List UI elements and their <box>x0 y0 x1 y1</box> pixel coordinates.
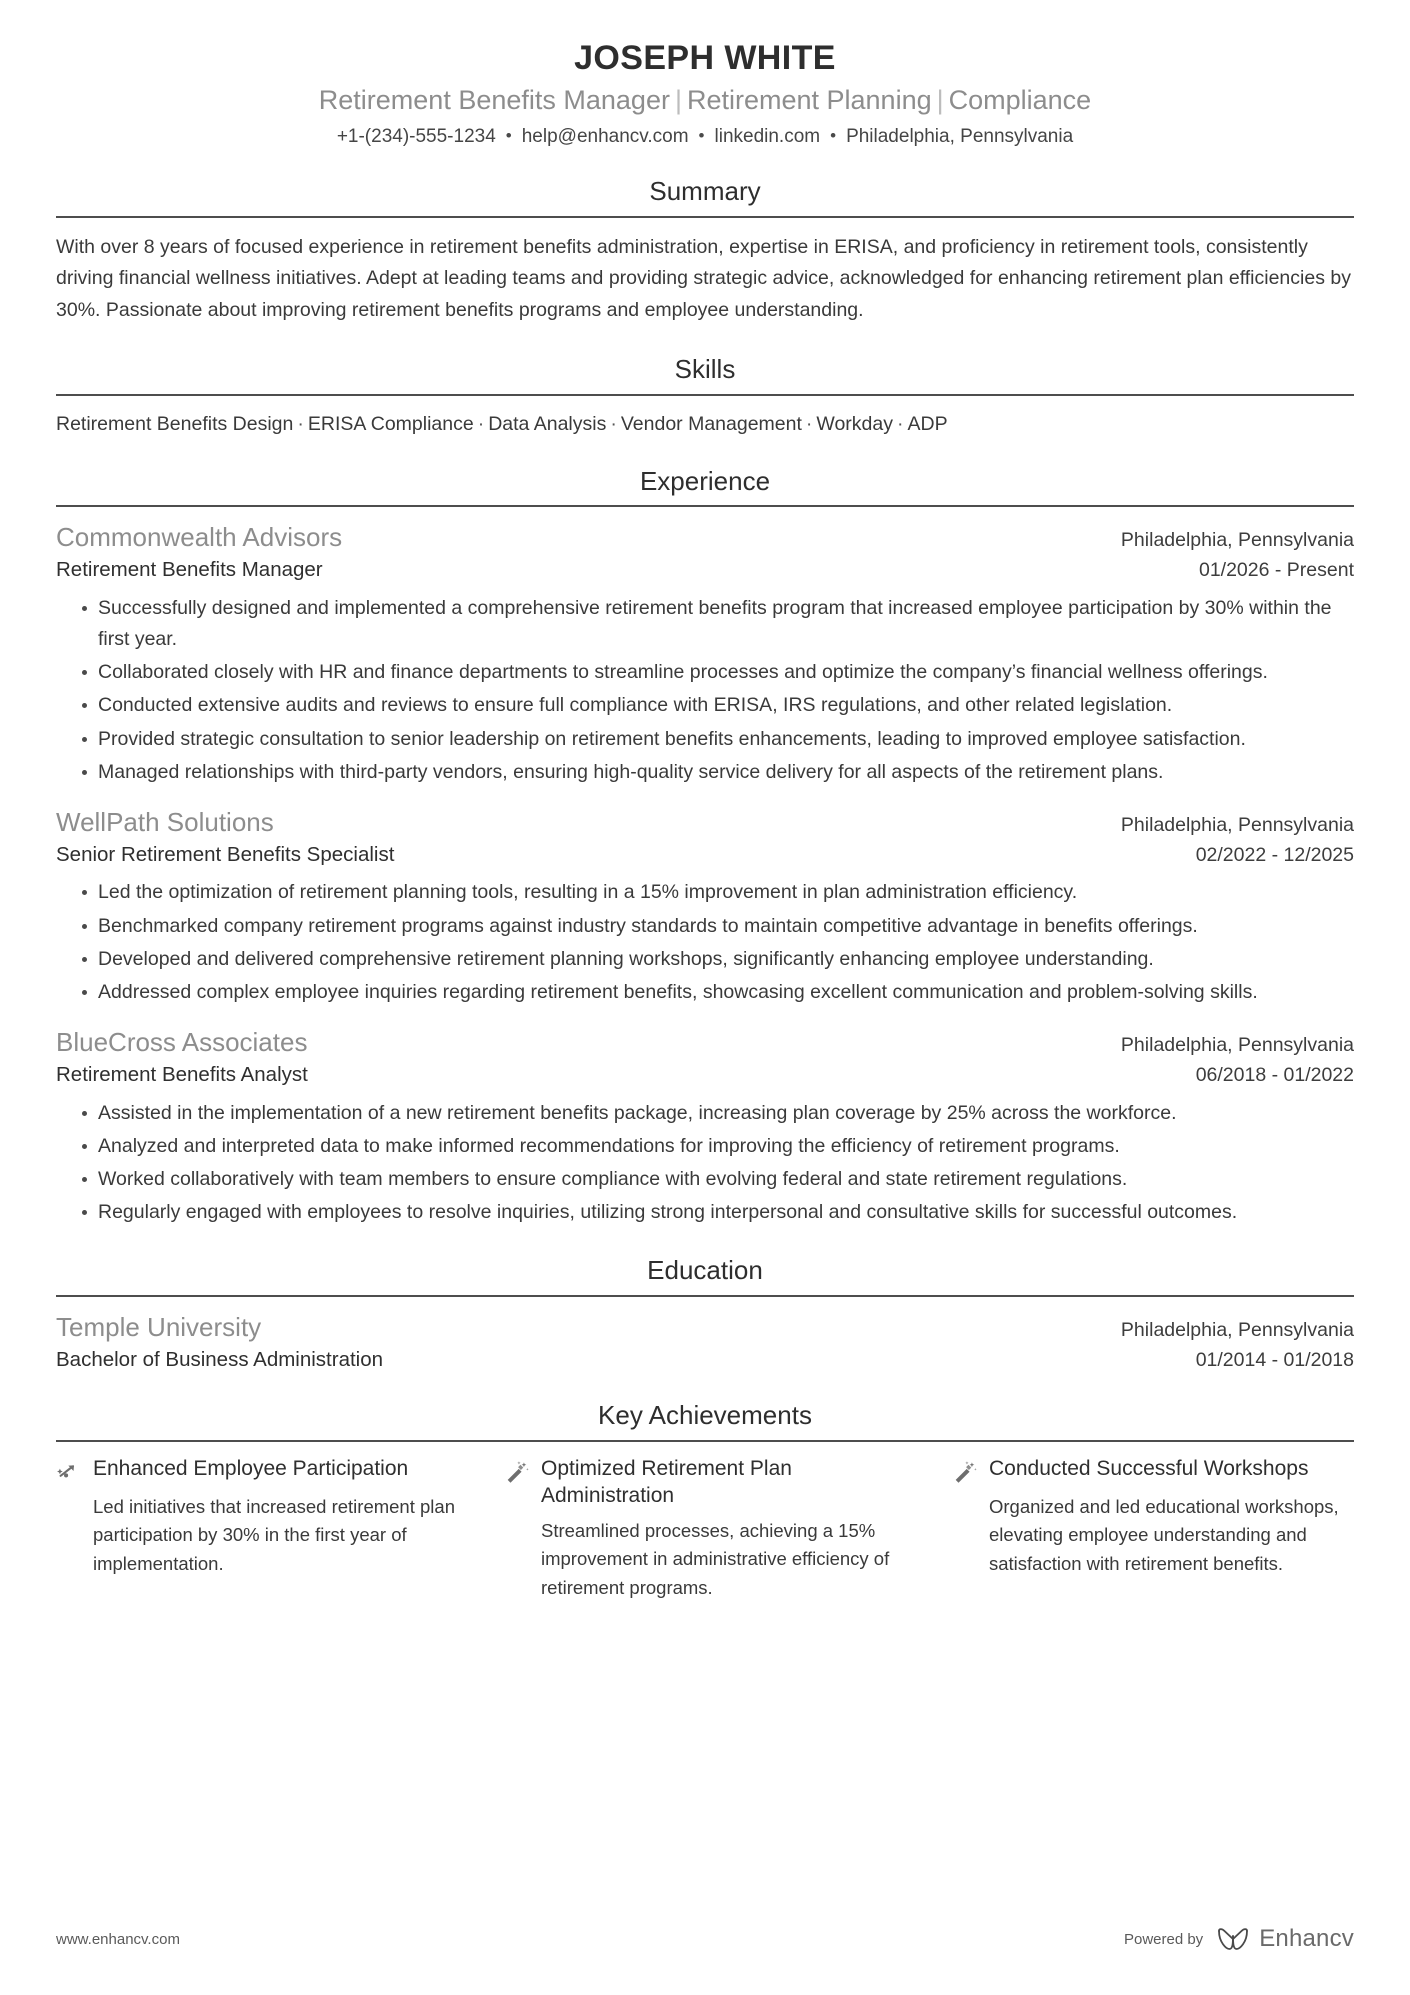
skills-list <box>56 410 1354 439</box>
contact-location: Philadelphia, Pennsylvania <box>846 125 1074 147</box>
summary-text: With over 8 years of focused experience in retirement benefits administration, expertise in ERISA, and proficiency in retirement tools, consistently driving financial wellness initiatives. Adept at leading teams and providing strategic advice, acknowledged for enhancing retirement plan efficiencies by 30%. Passionate about improving retirement benefits programs and employee understanding. <box>56 235 1351 322</box>
achievement-title: Enhanced Employee Participation <box>93 1456 409 1480</box>
section-title-experience: Experience <box>639 465 771 496</box>
skill-separator: · <box>477 412 485 435</box>
magic-wand-icon <box>952 1460 978 1486</box>
education-entry-header <box>56 1311 1354 1345</box>
experience-bullet: Benchmarked company retirement programs against industry standards to maintain competitive advantage in benefits offerings. <box>82 911 1354 942</box>
achievement-header <box>952 1456 1354 1486</box>
skill-separator: · <box>897 412 904 435</box>
experience-role: Retirement Benefits Manager <box>56 558 323 582</box>
enhancv-wordmark: Enhancv <box>1259 1925 1354 1952</box>
education-entry-subheader <box>56 1346 1354 1374</box>
achievement-item <box>504 1456 952 1603</box>
contact-phone[interactable]: +1-(234)-555-1234 <box>336 125 496 147</box>
education-degree: Bachelor of Business Administration <box>56 1347 384 1371</box>
headline-part-1: Retirement Planning <box>686 85 932 116</box>
candidate-name: JOSEPH WHITE <box>574 39 836 77</box>
headline-separator: | <box>936 85 944 116</box>
section-title-key-achievements: Key Achievements <box>598 1400 812 1431</box>
experience-role: Senior Retirement Benefits Specialist <box>56 842 395 866</box>
education-entry-list <box>56 1311 1354 1373</box>
experience-bullet: Managed relationships with third-party vendors, ensuring high-quality service delivery for all aspects of the retirement plans. <box>82 757 1354 788</box>
achievement-header <box>504 1456 906 1510</box>
experience-bullet: Analyzed and interpreted data to make informed recommendations for improving the efficiency of retirement programs. <box>82 1131 1354 1162</box>
experience-bullet: Collaborated closely with HR and finance departments to streamline processes and optimize the company’s financial wellness offerings. <box>82 657 1354 688</box>
section-title-education: Education <box>647 1255 763 1286</box>
experience-entry-subheader <box>56 1061 1354 1089</box>
headline-part-0: Retirement Benefits Manager <box>318 85 670 116</box>
achievement-grid <box>56 1456 1354 1603</box>
experience-bullet: Worked collaboratively with team members to ensure compliance with evolving federal and state retirement regulations. <box>82 1164 1354 1195</box>
skill-item: Data Analysis <box>488 412 607 435</box>
education-location: Philadelphia, Pennsylvania <box>1120 1318 1354 1341</box>
experience-bullet: Led the optimization of retirement planning tools, resulting in a 15% improvement in plan administration efficiency. <box>82 877 1354 908</box>
experience-location: Philadelphia, Pennsylvania <box>1120 813 1354 836</box>
contact-separator: • <box>698 125 705 145</box>
experience-dates: 01/2026 - Present <box>1198 559 1354 582</box>
experience-role: Retirement Benefits Analyst <box>56 1062 308 1086</box>
section-divider <box>56 394 1354 396</box>
contact-separator: • <box>830 125 837 145</box>
headline-part-2: Compliance <box>948 85 1092 116</box>
skill-separator: · <box>610 412 617 435</box>
experience-entry-header <box>56 1026 1354 1060</box>
footer-branding <box>1124 1925 1354 1953</box>
experience-bullet: Successfully designed and implemented a comprehensive retirement benefits program that increased employee participation by 30% within the first year. <box>82 593 1354 655</box>
skill-item: Retirement Benefits Design <box>56 412 294 435</box>
skill-separator: · <box>805 412 813 435</box>
achievement-item <box>952 1456 1354 1603</box>
skill-item: Workday <box>816 412 893 435</box>
enhancv-logo <box>1216 1925 1354 1953</box>
section-divider <box>56 505 1354 507</box>
headline-separator: | <box>674 85 682 116</box>
section-summary <box>56 175 1354 327</box>
experience-entry-header <box>56 806 1354 840</box>
experience-entry <box>56 521 1354 788</box>
experience-entry <box>56 806 1354 1008</box>
experience-location: Philadelphia, Pennsylvania <box>1120 1034 1354 1057</box>
achievement-description: Led initiatives that increased retirement plan participation by 30% in the first year of implementation. <box>93 1495 455 1575</box>
achievement-title: Conducted Successful Workshops <box>989 1456 1309 1480</box>
achievement-item <box>56 1456 504 1603</box>
education-organization: Temple University <box>56 1311 262 1342</box>
achievement-title: Optimized Retirement Plan Administration <box>541 1456 792 1507</box>
section-divider <box>56 1440 1354 1442</box>
section-education <box>56 1254 1354 1373</box>
experience-organization: BlueCross Associates <box>56 1027 308 1058</box>
experience-entry-subheader <box>56 556 1354 584</box>
experience-bullet: Conducted extensive audits and reviews to ensure full compliance with ERISA, IRS regulations, and other related legislation. <box>82 690 1354 721</box>
footer-website-url[interactable]: www.enhancv.com <box>56 1930 180 1948</box>
experience-location: Philadelphia, Pennsylvania <box>1120 529 1354 552</box>
experience-bullet: Regularly engaged with employees to resolve inquiries, utilizing strong interpersonal and consultative skills for successful outcomes. <box>82 1197 1354 1228</box>
education-entry <box>56 1311 1354 1373</box>
experience-entry-subheader <box>56 841 1354 869</box>
contact-email[interactable]: help@enhancv.com <box>521 125 689 147</box>
skill-item: ADP <box>907 412 948 435</box>
experience-bullet: Addressed complex employee inquiries regarding retirement benefits, showcasing excellent communication and problem-solving skills. <box>82 977 1354 1008</box>
candidate-headline <box>56 83 1354 118</box>
skill-item: ERISA Compliance <box>307 412 474 435</box>
skill-item: Vendor Management <box>620 412 802 435</box>
experience-bullet-list <box>56 877 1354 1008</box>
trending-arrow-sparkle-icon <box>56 1460 82 1486</box>
section-divider <box>56 1295 1354 1297</box>
section-divider <box>56 216 1354 218</box>
achievement-header <box>56 1456 458 1486</box>
achievement-description: Streamlined processes, achieving a 15% improvement in administrative efficiency of retirement programs. <box>541 1519 890 1598</box>
experience-entry-header <box>56 521 1354 555</box>
skill-separator: · <box>297 412 304 435</box>
experience-organization: WellPath Solutions <box>56 806 274 837</box>
contact-line <box>56 124 1354 150</box>
experience-dates: 02/2022 - 12/2025 <box>1195 843 1354 866</box>
section-key-achievements <box>56 1399 1354 1602</box>
experience-entry <box>56 1026 1354 1228</box>
contact-separator: • <box>505 125 512 145</box>
section-title-summary: Summary <box>649 176 761 207</box>
experience-entry-list <box>56 521 1354 1228</box>
footer-powered-by-label: Powered by <box>1123 1930 1204 1948</box>
experience-bullet: Assisted in the implementation of a new retirement benefits package, increasing plan coverage by 25% across the workforce. <box>82 1098 1354 1129</box>
page-footer <box>56 1925 1354 1953</box>
experience-bullet-list <box>56 1098 1354 1229</box>
experience-bullet: Developed and delivered comprehensive retirement planning workshops, significantly enhancing employee understanding. <box>82 944 1354 975</box>
enhancv-mark-icon <box>1216 1926 1250 1952</box>
section-skills <box>56 353 1354 439</box>
experience-organization: Commonwealth Advisors <box>56 522 343 553</box>
education-dates: 01/2014 - 01/2018 <box>1195 1348 1354 1371</box>
section-title-skills: Skills <box>674 354 736 385</box>
achievement-description: Organized and led educational workshops, elevating employee understanding and satisfaction with retirement benefits. <box>989 1495 1339 1575</box>
magic-wand-icon <box>504 1460 530 1486</box>
contact-linkedin[interactable]: linkedin.com <box>714 125 821 147</box>
experience-dates: 06/2018 - 01/2022 <box>1195 1063 1354 1086</box>
experience-bullet-list <box>56 593 1354 788</box>
resume-header <box>56 38 1354 149</box>
section-experience <box>56 465 1354 1229</box>
experience-bullet: Provided strategic consultation to senior leadership on retirement benefits enhancements, leading to improved employee satisfaction. <box>82 724 1354 755</box>
